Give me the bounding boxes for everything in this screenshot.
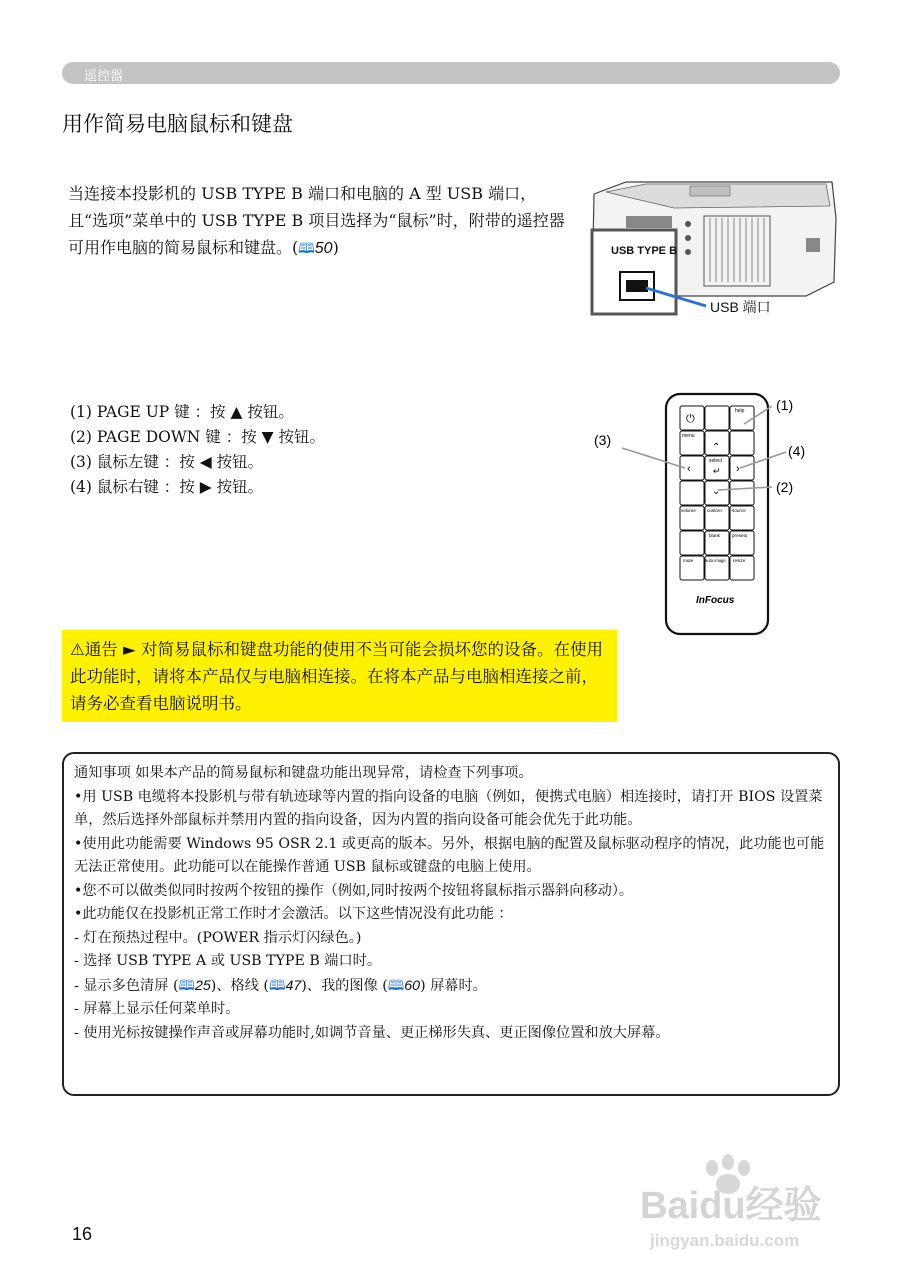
watermark-main: Baidu经验: [640, 1185, 822, 1227]
presets-label: presets: [732, 533, 748, 538]
book-icon: 🕮: [387, 976, 405, 993]
dash3-part-c: )、我的图像 (: [301, 977, 388, 994]
left-arrow-icon: ‹: [687, 463, 691, 475]
power-icon: ⏻: [686, 413, 695, 425]
section-label: 遥控器: [84, 69, 124, 84]
warning-triangle-icon: ⚠: [70, 640, 85, 659]
usb-type-b-callout-label: USB TYPE B: [611, 245, 678, 257]
page-ref-link[interactable]: [269, 978, 301, 994]
page-ref-number: 47: [285, 977, 302, 994]
intro-paragraph: [68, 180, 568, 262]
page-ref-link[interactable]: [388, 978, 420, 994]
play-arrow-icon: ►: [123, 640, 136, 659]
baidu-watermark: [640, 1150, 870, 1250]
resize-label: resize: [733, 558, 746, 563]
projector-figure: [586, 178, 842, 318]
page-ref-link[interactable]: [178, 978, 210, 994]
blank-label: blank: [709, 533, 720, 538]
book-icon: 🕮: [178, 976, 195, 993]
notice-dash-3: [74, 974, 828, 999]
mute-label: mute: [683, 558, 694, 563]
brand-logo: InFocus: [696, 595, 735, 606]
warning-text: 对简易鼠标和键盘功能的使用不当可能会损坏您的设备。在使用此功能时，请将本产品仅与电脑相连接。在将本产品与电脑相连接之前，请务必查看电脑说明书。: [70, 640, 603, 713]
notice-dash-4: - 屏幕上显示任何菜单时。: [74, 1001, 240, 1017]
key-list: [70, 400, 325, 500]
watermark-url: jingyan.baidu.com: [650, 1231, 800, 1250]
page-ref-number: 25: [195, 977, 211, 994]
down-arrow-icon: ⌄: [712, 486, 721, 497]
key-item-left-click: (3) 鼠标左键 ：按 ◀ 按钮。: [70, 453, 264, 471]
up-arrow-icon: ⌃: [712, 442, 721, 453]
dash3-part-a: - 显示多色清屏 (: [74, 977, 179, 994]
callout-3: (3): [594, 432, 612, 448]
intro-text: 当连接本投影机的 USB TYPE B 端口和电脑的 A 型 USB 端口，且“选项”菜单中的 USB TYPE B 项目选择为“鼠标”时，附带的遥控器可用作电脑的简易鼠标和键盘。(: [68, 184, 565, 257]
auto-image-label: auto image: [705, 558, 726, 563]
source-label: source: [732, 508, 746, 513]
volume-label: volume: [681, 508, 696, 513]
custom-label: custom: [707, 508, 722, 513]
notice-dash-5: - 使用光标按键操作声音或屏幕功能时,如调节音量、更正梯形失真、更正图像位置和放大屏幕。: [74, 1024, 670, 1041]
callout-2: (2): [776, 479, 794, 495]
dash3-part-d: ) 屏幕时。: [420, 977, 487, 994]
book-icon: 🕮: [268, 976, 286, 993]
section-header-bar: [62, 62, 840, 84]
warning-label: 通告: [84, 640, 118, 659]
notice-dash-2: - 选择 USB TYPE A 或 USB TYPE B 端口时。: [74, 953, 382, 969]
usb-port-label: USB 端口: [710, 299, 771, 315]
notice-bullet-2: •使用此功能需要 Windows 95 OSR 2.1 或更高的版本。另外，根据电脑的配置及鼠标驱动程序的情况，此功能也可能无法正常使用。此功能可以在能操作普通 USB 鼠标或键盘的电脑上使用。: [74, 835, 825, 875]
page-ref-link[interactable]: [298, 240, 332, 257]
help-label: help: [735, 408, 745, 414]
page-title: 用作简易电脑鼠标和键盘: [62, 112, 293, 136]
remote-figure: [590, 390, 820, 638]
dash3-part-b: )、格线 (: [210, 977, 269, 994]
notice-bullet-1: •用 USB 电缆将本投影机与带有轨迹球等内置的指向设备的电脑（例如，便携式电脑）相连接时，请打开 BIOS 设置菜单，然后选择外部鼠标并禁用内置的指向设备，因为内置的指向设备可能会优先于此功能。: [74, 788, 823, 828]
callout-1: (1): [776, 397, 794, 413]
page-number: 16: [72, 1224, 93, 1244]
key-item-page-up: (1) PAGE UP 键 ：按 ▲ 按钮。: [70, 403, 294, 421]
callout-4: (4): [788, 443, 806, 459]
notice-bullet-3: •您不可以做类似同时按两个按钮的操作（例如,同时按两个按钮将鼠标指示器斜向移动）。: [74, 882, 634, 899]
select-label: select: [709, 458, 723, 464]
enter-icon: ↵: [713, 466, 721, 476]
notice-intro: 如果本产品的简易鼠标和键盘功能出现异常，请检查下列事项。: [135, 765, 533, 781]
book-icon: 🕮: [298, 240, 315, 256]
menu-label: menu: [682, 433, 695, 439]
notice-dash-1: - 灯在预热过程中。(POWER 指示灯闪绿色。): [74, 929, 362, 946]
warning-box: [62, 630, 617, 722]
page-ref-number: 50: [314, 240, 333, 257]
page-ref-number: 60: [404, 977, 421, 994]
key-item-page-down: (2) PAGE DOWN 键 ：按 ▼ 按钮。: [70, 428, 325, 446]
right-arrow-icon: ›: [736, 463, 740, 475]
notice-bullet-4: •此功能仅在投影机正常工作时才会激活。以下这些情况没有此功能 ：: [74, 906, 513, 922]
key-item-right-click: (4) 鼠标右键 ：按 ▶ 按钮。: [70, 478, 264, 496]
notice-box: [62, 752, 840, 1096]
notice-title: 通知事项: [74, 765, 131, 781]
intro-close: ): [332, 238, 339, 257]
notice-heading: [74, 762, 828, 786]
